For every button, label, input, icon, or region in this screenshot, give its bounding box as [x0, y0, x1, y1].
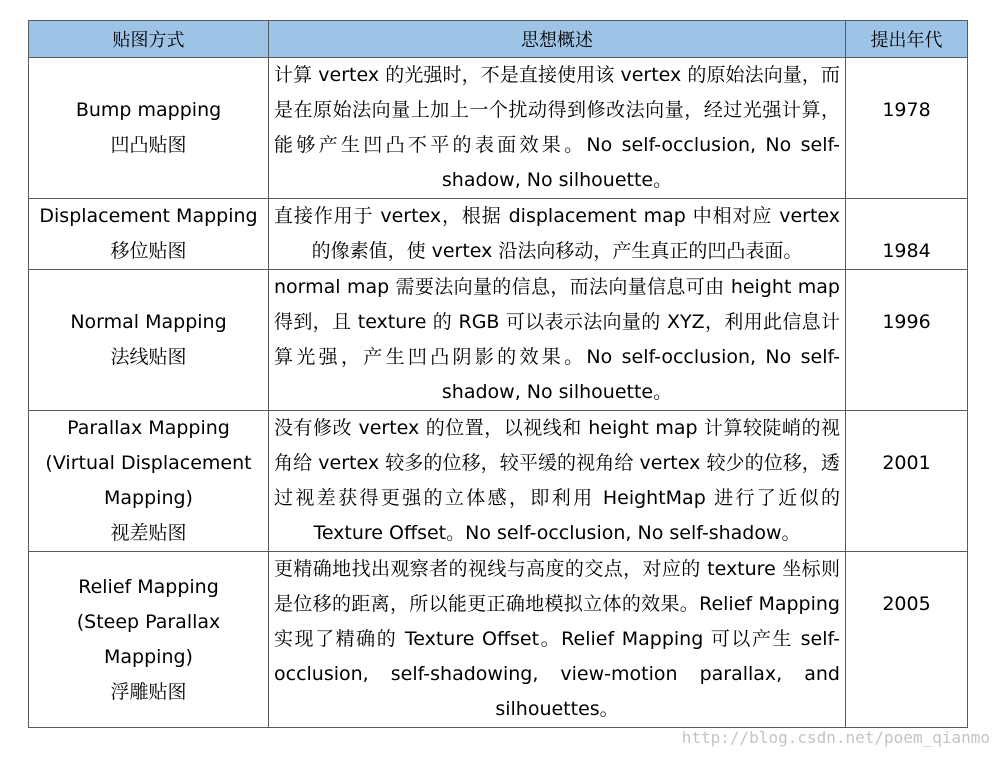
description-cell: 更精确地找出观察者的视线与高度的交点，对应的 texture 坐标则是位移的距离，所以能更正确地模拟立体的效果。Relief Mapping 实现了精确的 Texture Offset。Relief Mapping 可以产生 self-occlusion, self-shadowing, view-motion parallax, and silhouettes。 — [269, 552, 846, 728]
method-name: Displacement Mapping — [39, 205, 258, 227]
method-name-sub: Mapping) — [104, 645, 193, 668]
year-cell: 2001 — [846, 411, 968, 552]
description-cell: 直接作用于 vertex，根据 displacement map 中相对应 vertex 的像素值，使 vertex 沿法向移动，产生真正的凹凸表面。 — [269, 199, 846, 270]
method-cell — [29, 552, 269, 728]
method-name: Normal Mapping — [70, 311, 227, 333]
year-cell: 1978 — [846, 58, 968, 199]
table-row — [29, 411, 968, 552]
method-cell — [29, 199, 269, 270]
description-cell: 没有修改 vertex 的位置，以视线和 height map 计算较陡峭的视角给 vertex 较多的位移，较平缓的视角给 vertex 较少的位移，透过视差获得更强的立体感，即利用 HeightMap 进行了近似的 Texture Offset。No self-occlusion, No self-shadow。 — [269, 411, 846, 552]
description-cell: normal map 需要法向量的信息，而法向量信息可由 height map 得到，且 texture 的 RGB 可以表示法向量的 XYZ，利用此信息计算光强，产生凹凸阴影的效果。No self-occlusion, No self-shadow, No silhouette。 — [269, 270, 846, 411]
method-cell — [29, 270, 269, 411]
header-method: 贴图方式 — [29, 21, 269, 58]
method-name-cn: 移位贴图 — [110, 240, 187, 262]
method-name-sub: (Steep Parallax — [76, 610, 221, 633]
table-header-row — [29, 21, 968, 58]
method-name: Parallax Mapping — [67, 417, 230, 439]
method-name-cn: 视差贴图 — [110, 522, 187, 544]
method-cell — [29, 58, 269, 199]
table-row — [29, 58, 968, 199]
method-name-cn: 浮雕贴图 — [110, 680, 187, 703]
method-name-sub: Mapping) — [104, 487, 193, 509]
method-name: Bump mapping — [75, 99, 222, 121]
header-description: 思想概述 — [269, 21, 846, 58]
header-year: 提出年代 — [846, 21, 968, 58]
table-row — [29, 270, 968, 411]
table-row — [29, 552, 968, 728]
year-cell: 1996 — [846, 270, 968, 411]
table-row — [29, 199, 968, 270]
method-name-sub: (Virtual Displacement — [45, 452, 252, 474]
year-cell: 1984 — [846, 199, 968, 270]
description-cell: 计算 vertex 的光强时，不是直接使用该 vertex 的原始法向量，而是在原始法向量上加上一个扰动得到修改法向量，经过光强计算，能够产生凹凸不平的表面效果。No self-occlusion, No self-shadow, No silhouette。 — [269, 58, 846, 199]
mapping-techniques-table — [28, 20, 968, 728]
method-name-cn: 法线贴图 — [110, 346, 187, 368]
watermark-url: http://blog.csdn.net/poem_qianmo — [681, 728, 990, 747]
year-cell: 2005 — [846, 552, 968, 728]
method-cell — [29, 411, 269, 552]
method-name: Relief Mapping — [78, 575, 219, 598]
method-name-cn: 凹凸贴图 — [110, 134, 187, 156]
